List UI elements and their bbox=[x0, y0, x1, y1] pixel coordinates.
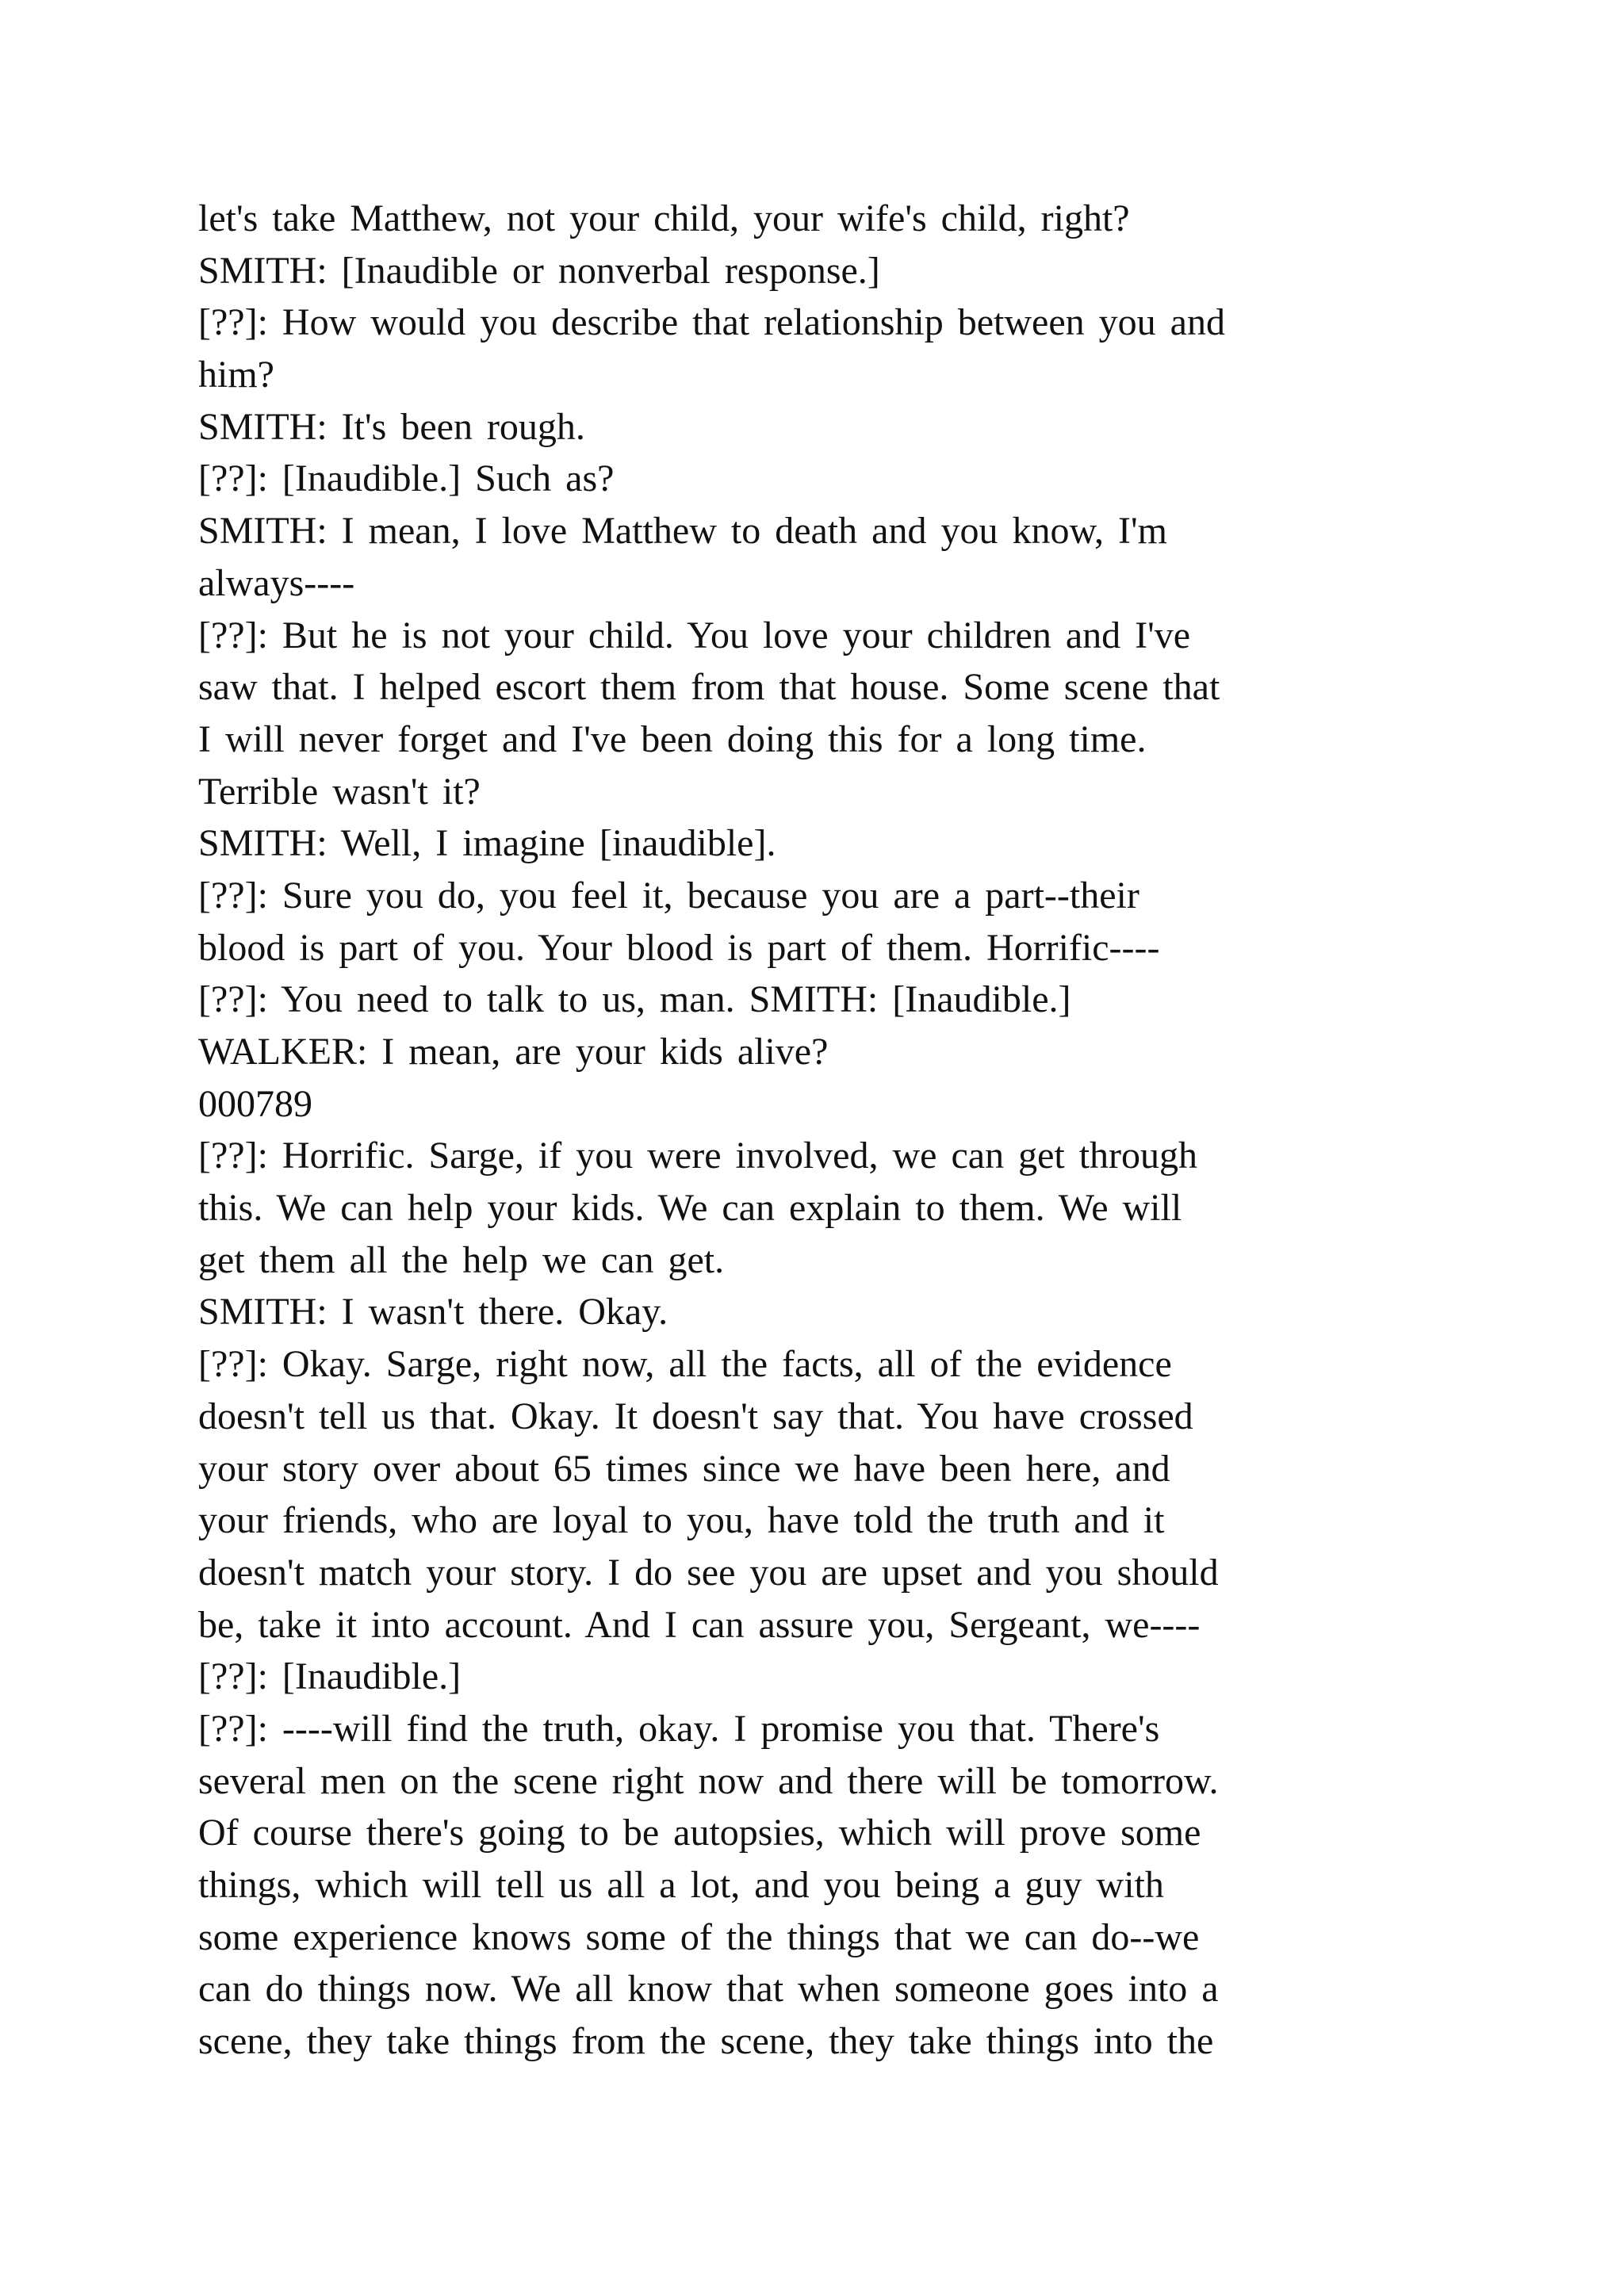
text-line: [??]: But he is not your child. You love your children and I've bbox=[198, 614, 1191, 656]
text-line: blood is part of you. Your blood is part of them. Horrific---- bbox=[198, 926, 1160, 969]
text-line: get them all the help we can get. bbox=[198, 1238, 725, 1281]
text-line: some experience knows some of the things that we can do--we bbox=[198, 1915, 1200, 1958]
text-line: this. We can help your kids. We can explain to them. We will bbox=[198, 1187, 1182, 1230]
text-line: be, take it into account. And I can assure you, Sergeant, we---- bbox=[198, 1603, 1201, 1646]
text-line: several men on the scene right now and there will be tomorrow. bbox=[198, 1759, 1219, 1802]
transcript-text bbox=[198, 193, 1435, 2068]
text-line: [??]: [Inaudible.] bbox=[198, 1655, 462, 1698]
text-line: I will never forget and I've been doing this for a long time. bbox=[198, 718, 1147, 760]
text-line: [??]: Horrific. Sarge, if you were involved, we can get through bbox=[198, 1135, 1198, 1177]
text-line: Of course there's going to be autopsies, which will prove some bbox=[198, 1812, 1201, 1854]
text-line: [??]: Sure you do, you feel it, because you are a part--their bbox=[198, 874, 1139, 916]
text-line: scene, they take things from the scene, they take things into the bbox=[198, 2020, 1214, 2063]
text-line: your story over about 65 times since we have been here, and bbox=[198, 1447, 1170, 1490]
text-line: Terrible wasn't it? bbox=[198, 770, 481, 813]
text-line: WALKER: I mean, are your kids alive? bbox=[198, 1031, 829, 1073]
text-line: doesn't match your story. I do see you are upset and you should bbox=[198, 1551, 1219, 1594]
text-line: SMITH: I wasn't there. Okay. bbox=[198, 1291, 668, 1334]
text-line: SMITH: It's been rough. bbox=[198, 405, 585, 448]
text-line: SMITH: I mean, I love Matthew to death and you know, I'm bbox=[198, 510, 1167, 553]
text-line: things, which will tell us all a lot, and you being a guy with bbox=[198, 1864, 1164, 1906]
text-line: SMITH: [Inaudible or nonverbal response.] bbox=[198, 249, 880, 292]
text-line: can do things now. We all know that when someone goes into a bbox=[198, 1968, 1219, 2011]
text-line: SMITH: Well, I imagine [inaudible]. bbox=[198, 822, 776, 865]
text-line: [??]: How would you describe that relationship between you and bbox=[198, 301, 1225, 344]
text-line: your friends, who are loyal to you, have told the truth and it bbox=[198, 1499, 1165, 1542]
text-line: doesn't tell us that. Okay. It doesn't say that. You have crossed bbox=[198, 1395, 1193, 1437]
text-line: [??]: [Inaudible.] Such as? bbox=[198, 457, 615, 500]
text-line: him? bbox=[198, 354, 274, 396]
text-line: let's take Matthew, not your child, your wife's child, right? bbox=[198, 197, 1130, 239]
text-line: always---- bbox=[198, 561, 355, 604]
text-line: [??]: Okay. Sarge, right now, all the facts, all of the evidence bbox=[198, 1343, 1172, 1386]
text-line: [??]: ----will find the truth, okay. I promise you that. There's bbox=[198, 1707, 1160, 1750]
text-line: [??]: You need to talk to us, man. SMITH: [Inaudible.] bbox=[198, 978, 1071, 1021]
page-stamp-number: 000789 bbox=[198, 1082, 312, 1125]
text-line: saw that. I helped escort them from that house. Some scene that bbox=[198, 666, 1220, 709]
